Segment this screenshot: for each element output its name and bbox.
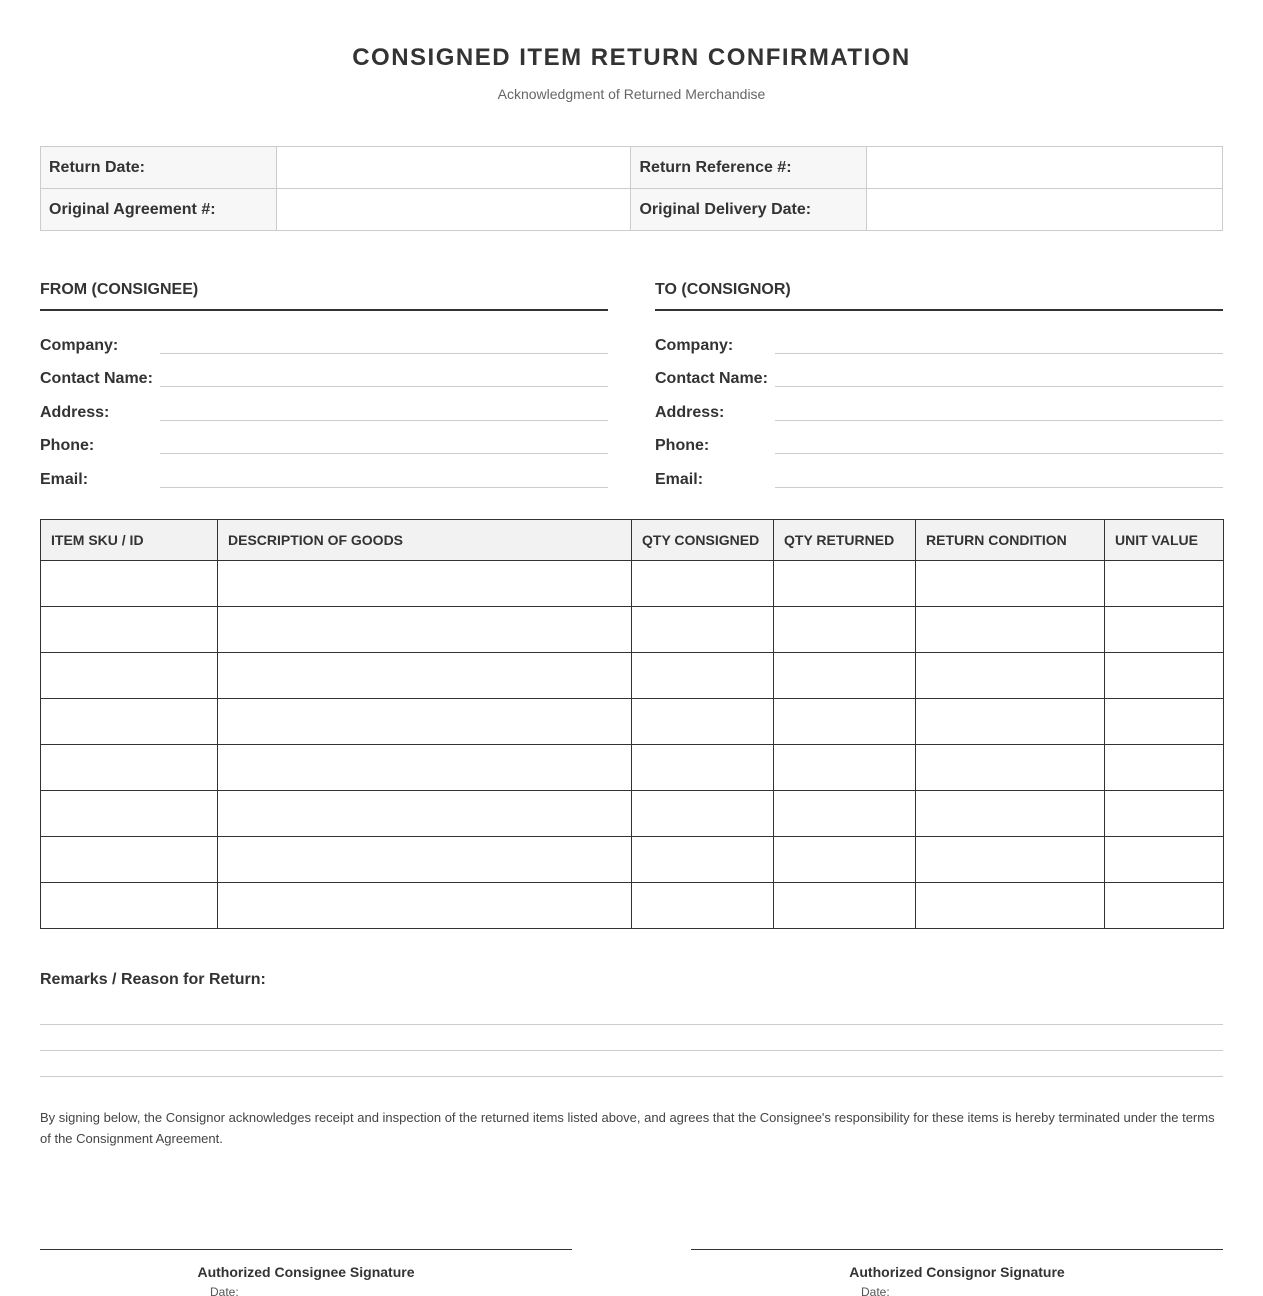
table-cell[interactable] [774,883,916,929]
consignor-signature-label: Authorized Consignor Signature [849,1264,1065,1280]
table-cell[interactable] [218,561,632,607]
original-delivery-date-label: Original Delivery Date: [631,189,867,231]
consignor-address-label: Address: [655,403,725,421]
acknowledgment-text: By signing below, the Consignor acknowledges receipt and inspection of the returned items listed above, and agrees that the Consignee's responsibility for these items is hereby terminated under the terms of the Consignment Agreement. [40,1110,1215,1146]
table-cell[interactable] [1105,837,1224,883]
table-cell[interactable] [218,699,632,745]
returned-items-table [40,519,1224,929]
consignee-signature-label: Authorized Consignee Signature [197,1264,415,1280]
consignee-email-field[interactable] [160,468,608,488]
table-cell[interactable] [916,791,1105,837]
consignee-section [40,280,608,491]
consignee-heading: FROM (CONSIGNEE) [40,280,608,311]
consignee-email-label: Email: [40,470,89,488]
table-cell[interactable] [1105,561,1224,607]
table-cell[interactable] [632,791,774,837]
remarks-line[interactable] [40,1076,1223,1077]
consignor-contact-field[interactable] [775,367,1223,387]
table-cell[interactable] [774,561,916,607]
table-row [41,745,1224,791]
table-cell[interactable] [632,837,774,883]
consignor-contact-label: Contact Name: [655,370,768,387]
table-cell[interactable] [41,837,218,883]
consignor-section [655,280,1223,491]
table-cell[interactable] [632,745,774,791]
return-reference-field[interactable] [867,147,1223,189]
info-row [41,147,1223,189]
table-cell[interactable] [1105,607,1224,653]
table-cell[interactable] [632,883,774,929]
table-cell[interactable] [1105,699,1224,745]
consignee-company-label: Company: [40,336,119,354]
table-cell[interactable] [774,791,916,837]
table-cell[interactable] [218,607,632,653]
consignor-contact-row [655,357,1223,391]
table-cell[interactable] [774,699,916,745]
table-cell[interactable] [218,837,632,883]
consignor-address-row [655,390,1223,424]
table-cell[interactable] [774,745,916,791]
consignee-company-row [40,323,608,357]
consignee-address-field[interactable] [160,401,608,421]
table-cell[interactable] [916,607,1105,653]
table-cell[interactable] [916,745,1105,791]
consignee-phone-field[interactable] [160,434,608,454]
table-row [41,837,1224,883]
table-cell[interactable] [41,653,218,699]
return-date-field[interactable] [276,147,631,189]
consignee-address-row [40,390,608,424]
consignor-company-label: Company: [655,336,734,354]
column-header-qty-consigned: QTY CONSIGNED [632,520,774,561]
consignor-phone-label: Phone: [655,437,710,454]
table-cell[interactable] [218,745,632,791]
original-agreement-label: Original Agreement #: [41,189,277,231]
column-header-unit-value: UNIT VALUE [1105,520,1224,561]
consignee-signature-block[interactable] [40,1249,572,1296]
page-subtitle: Acknowledgment of Returned Merchandise [497,86,766,102]
table-cell[interactable] [1105,745,1224,791]
table-row [41,791,1224,837]
table-cell[interactable] [41,607,218,653]
table-cell[interactable] [218,883,632,929]
consignor-company-field[interactable] [775,334,1223,354]
table-cell[interactable] [1105,653,1224,699]
consignor-email-field[interactable] [775,468,1223,488]
table-cell[interactable] [41,561,218,607]
table-cell[interactable] [632,699,774,745]
column-header-description: DESCRIPTION OF GOODS [218,520,632,561]
table-cell[interactable] [632,561,774,607]
consignee-email-row [40,457,608,491]
table-cell[interactable] [1105,883,1224,929]
table-row [41,883,1224,929]
consignee-company-field[interactable] [160,334,608,354]
table-cell[interactable] [916,561,1105,607]
table-cell[interactable] [218,791,632,837]
table-header-row [41,520,1224,561]
table-cell[interactable] [774,653,916,699]
table-cell[interactable] [916,699,1105,745]
consignor-company-row [655,323,1223,357]
consignor-phone-row [655,424,1223,458]
table-cell[interactable] [916,837,1105,883]
table-row [41,699,1224,745]
column-header-qty-returned: QTY RETURNED [774,520,916,561]
page-title: CONSIGNED ITEM RETURN CONFIRMATION [352,44,911,71]
remarks-label: Remarks / Reason for Return: [40,971,266,988]
consignor-email-row [655,457,1223,491]
table-cell[interactable] [41,791,218,837]
table-cell[interactable] [774,837,916,883]
table-cell[interactable] [41,745,218,791]
remarks-line[interactable] [40,1050,1223,1051]
consignee-contact-row [40,357,608,391]
return-reference-label: Return Reference #: [631,147,867,189]
consignee-phone-label: Phone: [40,437,95,454]
original-delivery-date-field[interactable] [867,189,1223,231]
table-cell[interactable] [41,883,218,929]
consignor-heading: TO (CONSIGNOR) [655,280,1223,311]
consignee-phone-row [40,424,608,458]
table-row [41,607,1224,653]
original-agreement-field[interactable] [276,189,631,231]
table-cell[interactable] [1105,791,1224,837]
consignee-contact-field[interactable] [160,367,608,387]
consignor-phone-field[interactable] [775,434,1223,454]
table-cell[interactable] [632,607,774,653]
table-row [41,653,1224,699]
remarks-line[interactable] [40,1024,1223,1025]
table-cell[interactable] [916,653,1105,699]
table-cell[interactable] [41,699,218,745]
consignee-contact-label: Contact Name: [40,370,153,387]
column-header-return-condition: RETURN CONDITION [916,520,1105,561]
consignee-address-label: Address: [40,403,110,421]
consignor-address-field[interactable] [775,401,1223,421]
consignor-date-label: Date: [861,1285,890,1296]
table-cell[interactable] [916,883,1105,929]
table-cell[interactable] [218,653,632,699]
table-cell[interactable] [774,607,916,653]
consignee-date-label: Date: [210,1285,239,1296]
document-info-table [40,146,1223,231]
return-date-label: Return Date: [41,147,277,189]
consignor-email-label: Email: [655,470,704,488]
table-row [41,561,1224,607]
info-row [41,189,1223,231]
consignor-signature-block[interactable] [691,1249,1223,1296]
column-header-sku: ITEM SKU / ID [41,520,218,561]
table-cell[interactable] [632,653,774,699]
